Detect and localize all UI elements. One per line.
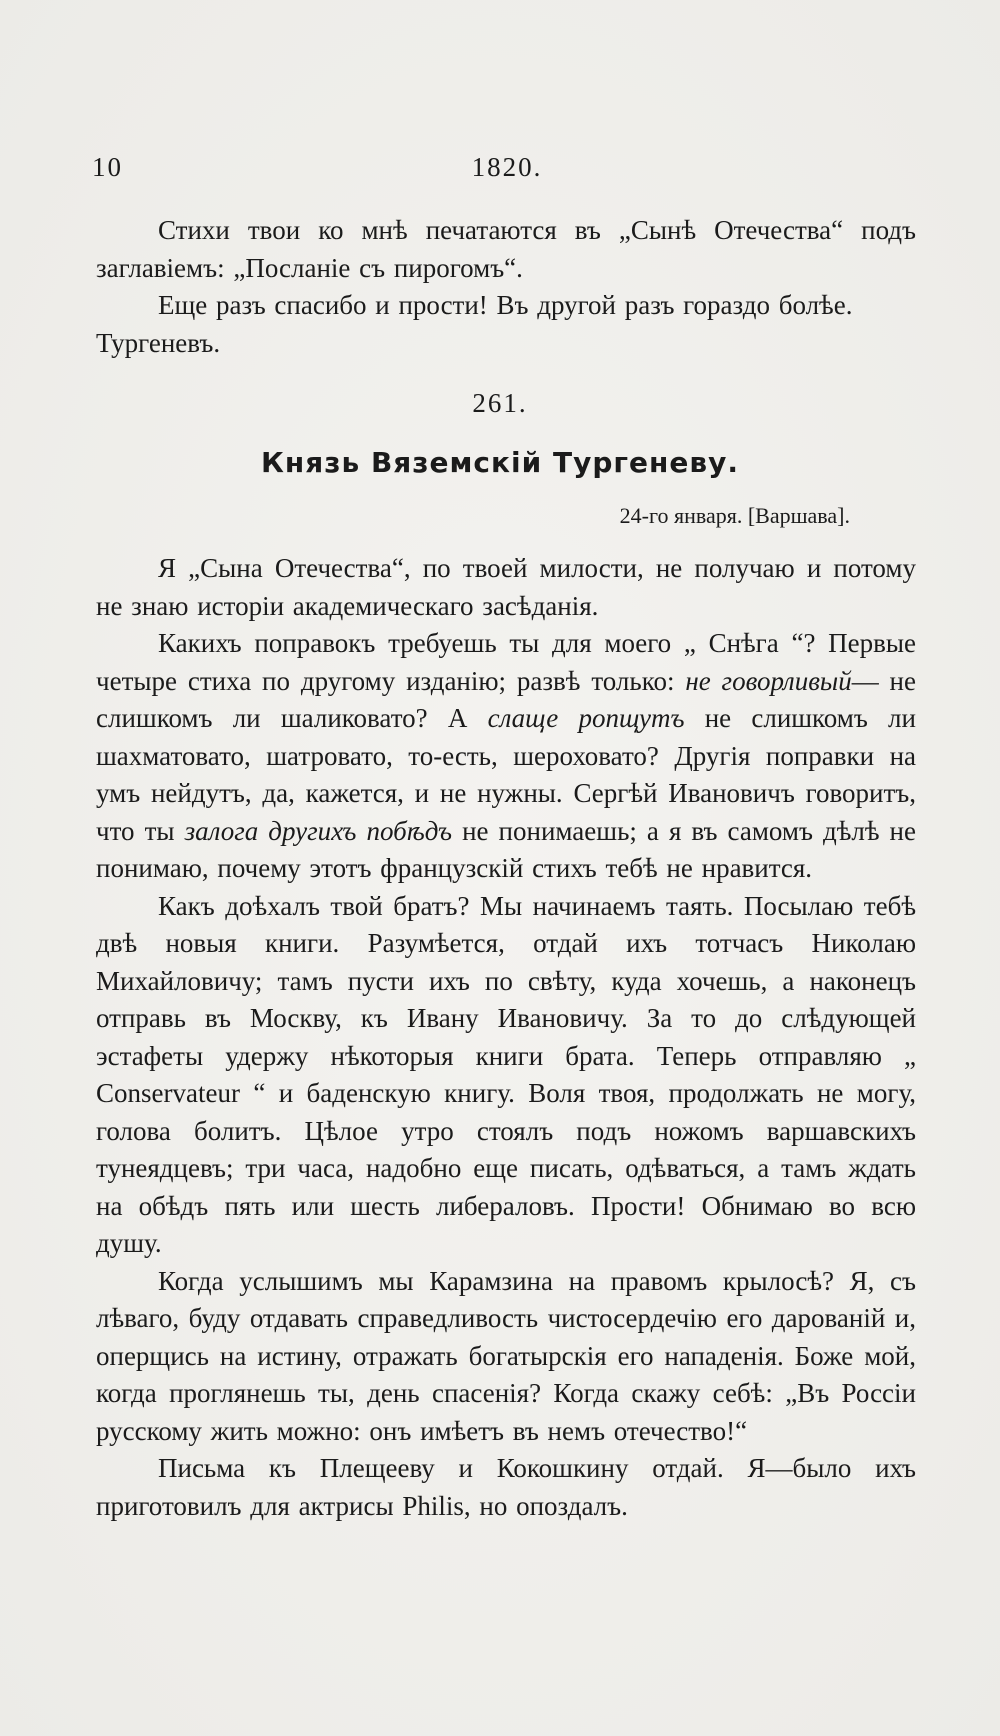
text-run: не слишкомъ ли шахматовато, шатровато, то-есть, шероховато? Другія поправки на умъ нейдутъ, да, кажется, и не нужны. Сергѣй Ивановичъ говоритъ, что ты: [96, 703, 916, 846]
signature: Тургеневъ.: [96, 327, 221, 358]
paragraph: [96, 625, 916, 888]
italic-quote: не говорливый: [685, 665, 852, 696]
italic-quote: слаще ропщутъ: [487, 703, 685, 733]
letter-body: [96, 550, 916, 1525]
letter-number: 261.: [472, 388, 528, 418]
paragraph: Письма къ Плещееву и Кокошкину отдай. Я—было ихъ приготовилъ для актрисы Philis, но опоздалъ.: [96, 1453, 916, 1521]
previous-letter-ending: [96, 212, 916, 362]
text-run: не понимаешь; а я въ самомъ дѣлѣ не понимаю, почему этотъ французскій стихъ тебѣ не нравится.: [96, 815, 916, 883]
paragraph: Какъ доѣхалъ твой братъ? Мы начинаемъ таять. Посылаю тебѣ двѣ новыя книги. Разумѣется, отдай ихъ тотчасъ Николаю Михайловичу; тамъ пусти ихъ по свѣту, куда хочешь, а наконецъ отправь въ Москву, къ Ивану Ивановичу. За то до слѣдующей эстафеты удержу нѣкоторыя книги брата. Теперь отправляю „ Conservateur “ и баденскую книгу. Воля твоя, продолжать не могу, голова болитъ. Цѣлое утро стоялъ подъ ножомъ варшавскихъ тунеядцевъ; три часа, надобно еще писать, одѣваться, а тамъ ждать на обѣдъ пять или шесть либераловъ. Прости! Обнимаю во всю душу.: [96, 890, 916, 1258]
running-head-year: 1820.: [471, 152, 543, 182]
paragraph: Еще разъ спасибо и прости! Въ другой разъ гораздо болѣе.: [158, 290, 853, 320]
letter-title: Князь Вяземскій Тургеневу.: [261, 446, 739, 479]
paragraph: Я „Сына Отечества“, по твоей милости, не получаю и потому не знаю исторіи академическаго засѣданія.: [96, 553, 916, 621]
text-run: Какихъ поправокъ требуешь ты для моего „ Снѣга “? Первые четыре стиха по другому изданію; развѣ только:: [96, 628, 916, 696]
text-run: — не слишкомъ ли шаликовато? А: [96, 665, 916, 733]
paragraph: Стихи твои ко мнѣ печатаются въ „Сынѣ Отечества“ подъ заглавіемъ: „Посланіе съ пирогомъ“.: [96, 215, 916, 283]
paragraph: Когда услышимъ мы Карамзина на правомъ крылосѣ? Я, съ лѣваго, буду отдавать справедливость чистосердечію его дарованій и, оперщись на истину, отражать богатырскія его нападенія. Боже мой, когда проглянешь ты, день спасенія? Когда скажу себѣ: „Въ Россіи русскому жить можно: онъ имѣетъ въ немъ отечество!“: [96, 1265, 916, 1446]
italic-quote: залога другихъ побѣдъ: [184, 815, 453, 846]
letter-dateline: 24-го января. [Варшава].: [619, 503, 850, 528]
page-number: 10: [92, 152, 123, 182]
running-header: [92, 152, 922, 188]
